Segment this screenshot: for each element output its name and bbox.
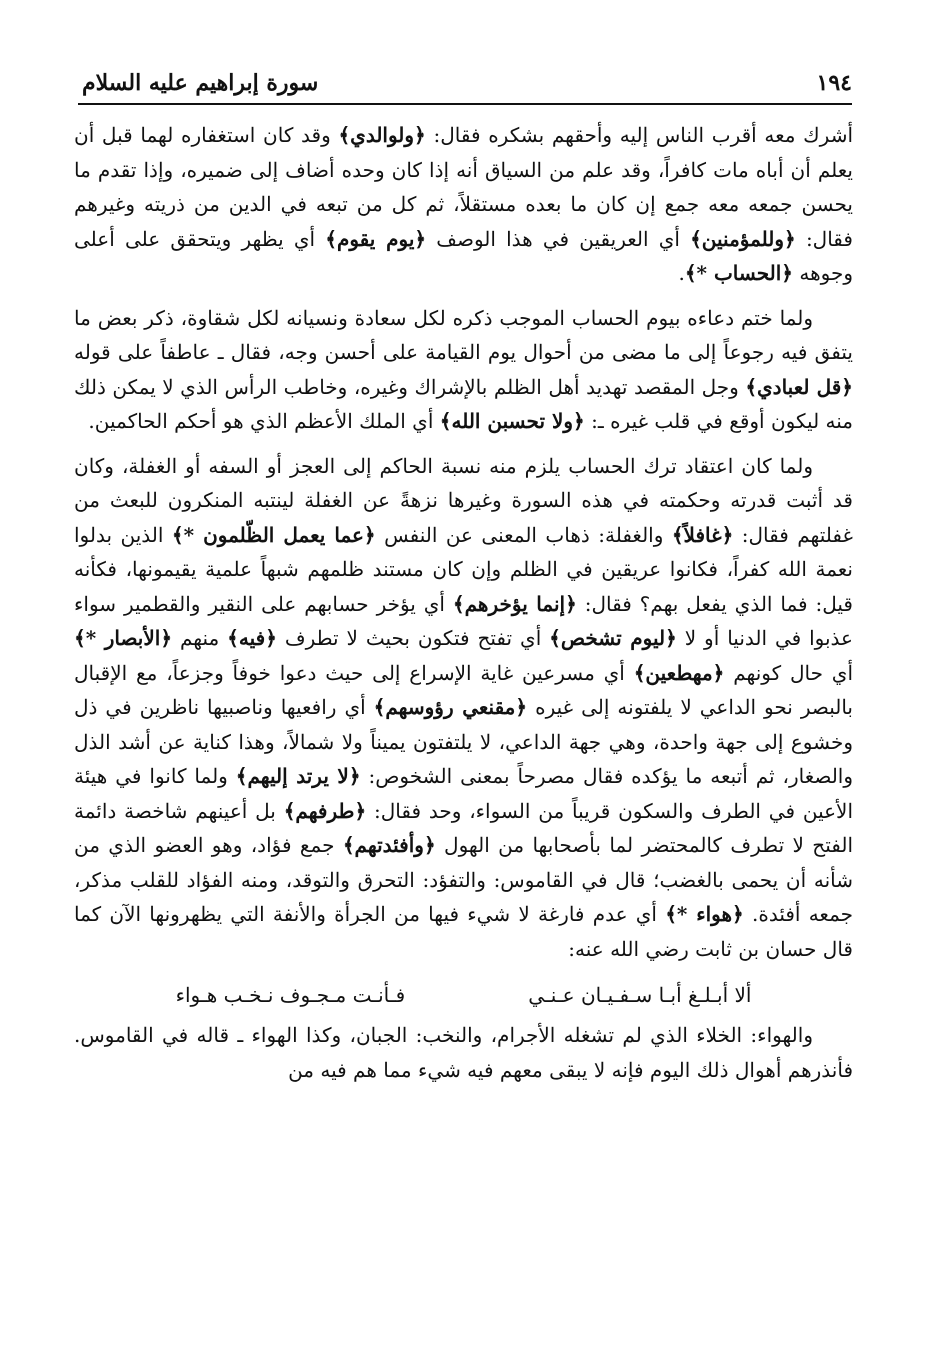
- commentary-text: والغفلة: ذهاب المعنى عن النفس: [375, 522, 672, 547]
- commentary-text: أي حال كونهم: [724, 660, 853, 685]
- surah-title: سورة إبراهيم عليه السلام: [82, 70, 319, 96]
- commentary-text: الذين بدلوا نعمة الله كفراً، فكانوا عريقين في الظلم وإن كان مستند ظلمهم شبهاً علمية يقيمونها، فكأنه قيل: فما الذي يفعل بهم؟ فقال:: [74, 522, 854, 616]
- poetry-verse: [114, 976, 813, 1014]
- quran-quote: ﴿وأفئدتهم﴾: [342, 833, 436, 857]
- commentary-text: أي مسرعين غاية الإسراع إلى حيث دعوا خوفاً وجزعاً، مع الإقبال بالبصر نحو الداعي لا يلفتونه إلى غيره: [74, 660, 853, 719]
- commentary-text: أي العريقين في هذا الوصف: [426, 226, 691, 251]
- paragraph: [74, 449, 853, 967]
- body-text: [74, 118, 853, 1097]
- quran-quote: ﴿الحساب *﴾: [684, 261, 794, 285]
- commentary-text: أشرك معه أقرب الناس إليه وأحقهم بشكره فقال:: [425, 123, 854, 147]
- quran-quote: ﴿عما يعمل الظّلمون *﴾: [171, 522, 376, 547]
- header-divider: [78, 103, 852, 105]
- quran-quote: ﴿ولا تحسبن الله﴾: [439, 409, 585, 433]
- commentary-text: أي عدم فارغة لا شيء فيها من الجرأة والأنفة التي يظهرونها الآن كما قال حسان بن ثابت رضي الله عنه:: [74, 902, 853, 961]
- commentary-text: أي الملك الأعظم الذي هو أحكم الحاكمين.: [88, 409, 440, 433]
- commentary-text: أي يؤخر حسابهم على النقير والقطمير سواء عذبوا في الدنيا أو لا: [74, 591, 853, 650]
- commentary-text: أي يظهر ويتحقق على أعلى وجوهه: [74, 226, 853, 285]
- commentary-text: وقد كان استغفاره لهما قبل أن يعلم أن أباه مات كافراً، وقد علم من السياق أنه إذا كان وحده أضاف إلى ضميره، وإذا تقدم ما يحسن جمعه معه جمع إن كان ما بعده مستقلاً، ثم كل من تبعه في الدين من ذريته وغيرهم فقال:: [74, 123, 853, 251]
- quran-quote: ﴿طرفهم﴾: [283, 798, 367, 823]
- commentary-text: والهواء: الخلاء الذي لم تشغله الأجرام، والنخب: الجبان، وكذا الهواء ـ قاله في القاموس. فأنذرهم أهوال ذلك اليوم فإنه لا يبقى معهم فيه شيء مما هم فيه من: [74, 1023, 853, 1082]
- quran-quote: ﴿لا يرتد إليهم﴾: [235, 764, 361, 788]
- verse-second-hemistich: فـأنـت مـجـوف نـخـب هـواء: [175, 983, 406, 1007]
- commentary-text: بل أعينهم شاخصة دائمة الفتح لا تطرف كالمحتضر لما بأصحابها من الهول: [74, 798, 853, 857]
- quran-quote: ﴿غافلاً﴾: [671, 522, 734, 547]
- quran-quote: ﴿قل لعبادي﴾: [745, 374, 853, 399]
- commentary-text: جمع فؤاد، وهو العضو الذي من شأنه أن يحمى بالغضب؛ قال في القاموس: والتفؤد: التحرق والتوقد، ومنه الفؤاد للقلب مذكر، جمعه أفئدة.: [74, 833, 854, 926]
- commentary-text: ولما كان اعتقاد ترك الحساب يلزم منه نسبة الحاكم إلى العجز أو السفه أو الغفلة، وكان قد أثبت قدرته وحكمته في هذه السورة وغيرها نزهةً عن الغفلة لينتبه المنكرون للبعث من غفلتهم فقال:: [74, 453, 853, 547]
- quran-quote: ﴿وللمؤمنين﴾: [690, 226, 796, 251]
- quran-quote: ﴿فيه﴾: [227, 626, 277, 650]
- page-number: ١٩٤: [816, 70, 852, 96]
- quran-quote: ﴿ليوم تشخص﴾: [549, 626, 677, 650]
- commentary-text: أي رافعيها وناصبيها ناظرين في ذل وخشوع إلى جهة واحدة، وهي جهة الداعي، لا يلتفتون يميناً ولا شمالاً، وهذا كناية عن أشد الذل والصغار، ثم أتبعه ما يؤكده فقال مصرحاً بمعنى الشخوص:: [74, 695, 854, 788]
- quran-quote: ﴿الأبصار *﴾: [74, 626, 173, 650]
- quran-quote: ﴿مهطعين﴾: [633, 660, 725, 685]
- verse-first-hemistich: ألا أبـلـغ أبـا سـفـيـان عـنـي: [528, 983, 752, 1007]
- commentary-text: أي تفتح فتكون بحيث لا تطرف: [276, 626, 550, 650]
- quran-quote: ﴿إنما يؤخرهم﴾: [452, 591, 577, 616]
- quran-quote: ﴿هواء *﴾: [665, 902, 744, 926]
- commentary-text: ولما كانوا في هيئة الأعين في الطرف والسكون قريباً من السواء، وحد فقال:: [74, 764, 854, 823]
- commentary-text: ولما ختم دعاءه بيوم الحساب الموجب ذكره لكل سعادة ونسيانه لكل شقاوة، ذكر بعض ما يتفق فيه رجوعاً إلى ما مضى من أحوال يوم القيامة على أحسن وجه، فقال ـ عاطفاً على قوله: [74, 305, 853, 364]
- paragraph: [74, 301, 853, 439]
- paragraph-list: [74, 118, 853, 966]
- quran-quote: ﴿يوم يقوم﴾: [325, 226, 427, 251]
- quran-quote: ﴿ولوالدي﴾: [338, 123, 426, 147]
- commentary-text: منهم: [172, 626, 228, 650]
- commentary-text: .: [678, 261, 685, 285]
- quran-quote: ﴿مقنعي رؤوسهم﴾: [373, 695, 528, 719]
- paragraph: [74, 118, 853, 291]
- running-header: [82, 66, 852, 100]
- commentary-text: وجل المقصد تهديد أهل الظلم بالإشراك وغيره، وخاطب الرأس الذي لا يمكن ذلك منه ليكون أوقع في قلب غيره ـ:: [74, 374, 853, 433]
- closing-paragraph: [74, 1018, 853, 1087]
